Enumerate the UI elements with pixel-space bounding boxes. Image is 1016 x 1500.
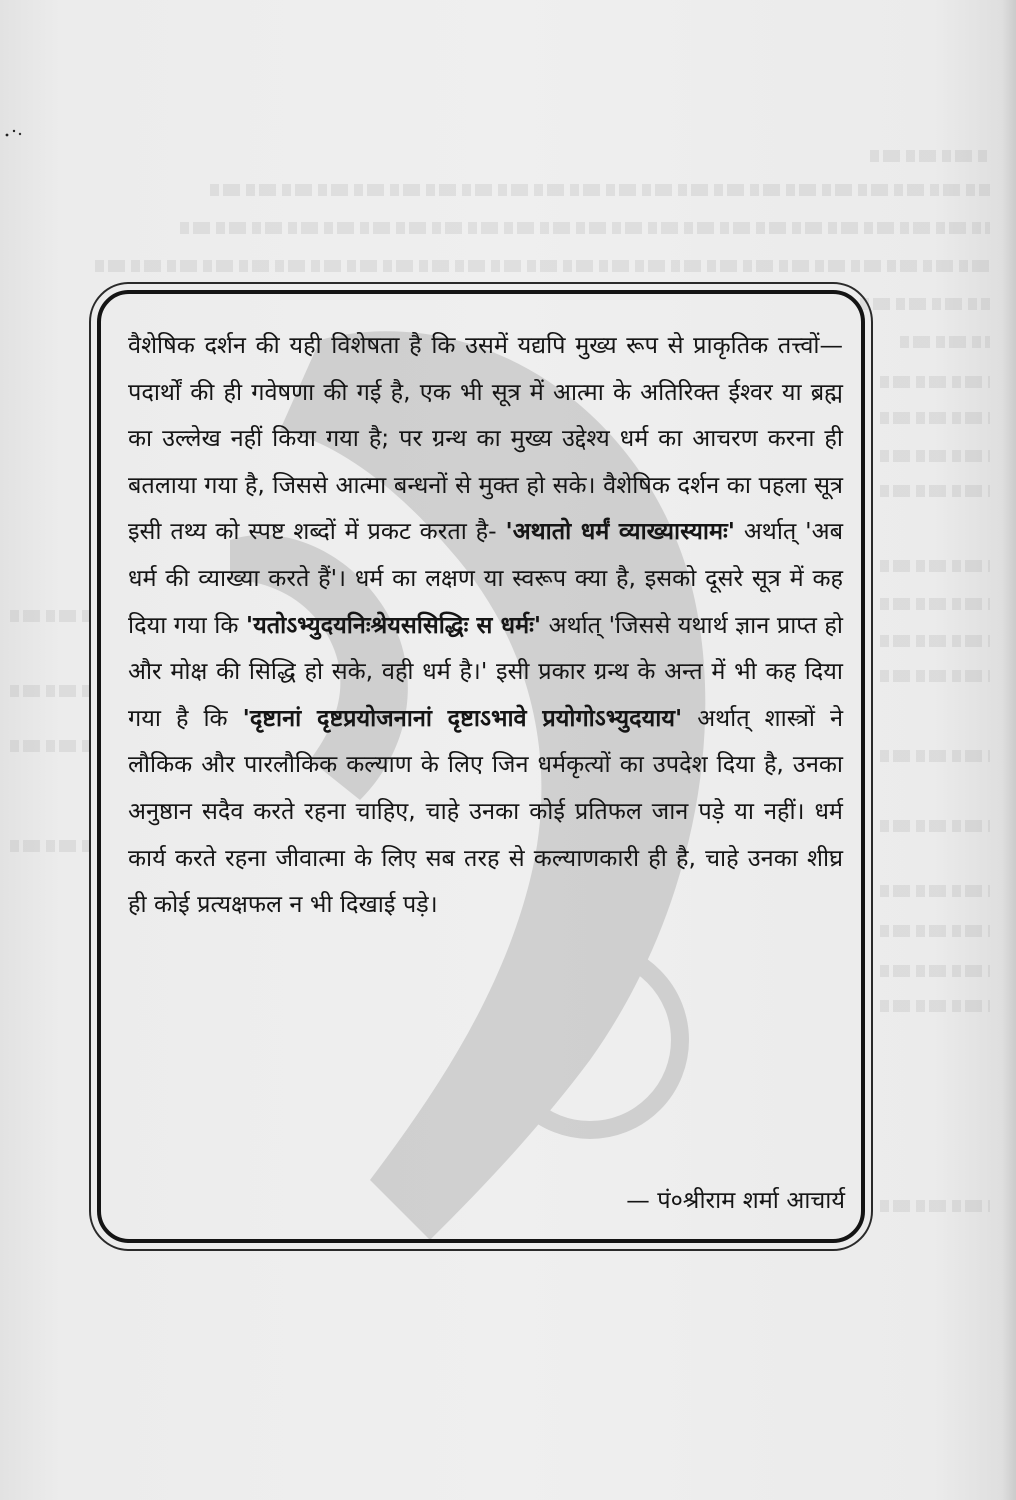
passage-paragraph xyxy=(128,322,843,928)
quote-passage xyxy=(128,322,843,928)
author-attribution: — पं०श्रीराम शर्मा आचार्य xyxy=(626,1186,845,1214)
sutra-quote: 'दृष्टानां दृष्टप्रयोजनानां दृष्टाऽभावे प्रयोगोऽभ्युदयाय' xyxy=(242,703,683,732)
passage-text-segment: वैशेषिक दर्शन की यही विशेषता है कि उसमें यद्यपि मुख्य रूप से प्राकृतिक तत्त्वों— पदार्थों की ही गवेषणा की गई है, एक भी सूत्र में आत्मा के अतिरिक्त ईश्वर या ब्रह्म का उल्लेख नहीं किया गया है; पर ग्रन्थ का मुख्य उद्देश्य धर्म का आचरण करना ही बतलाया गया है, जिससे आत्मा बन्धनों से मुक्त हो सके। वैशेषिक दर्शन का पहला सूत्र इसी तथ्य को स्पष्ट शब्दों में प्रकट करता है- xyxy=(128,331,843,546)
passage-text-segment: अर्थात् शास्त्रों ने लौकिक और पारलौकिक कल्याण के लिए जिन धर्मकृत्यों का उपदेश दिया है, उनका अनुष्ठान सदैव करते रहना चाहिए, चाहे उनका कोई प्रतिफल जान पड़े या नहीं। धर्म कार्य करते रहना जीवात्मा के लिए सब तरह से कल्याणकारी ही है, चाहे उनका शीघ्र ही कोई प्रत्यक्षफल न भी दिखाई पड़े। xyxy=(128,703,843,919)
sutra-quote: 'यतोऽभ्युदयनिःश्रेयससिद्धिः स धर्मः' xyxy=(245,610,542,639)
margin-speck-marks xyxy=(4,126,24,140)
passage-text-segment: अर्थात् 'अब धर्म की व्याख्या करते हैं'। धर्म का लक्षण या स्वरूप क्या है, इसको दूसरे सूत्र में कह दिया गया कि xyxy=(128,517,843,639)
passage-text-segment: अर्थात् 'जिससे यथार्थ ज्ञान प्राप्त हो और मोक्ष की सिद्धि हो सके, वही धर्म है।' इसी प्रकार ग्रन्थ के अन्त में भी कह दिया गया है कि xyxy=(128,610,843,732)
sutra-quote: 'अथातो धर्मं व्याख्यास्यामः' xyxy=(505,517,735,546)
